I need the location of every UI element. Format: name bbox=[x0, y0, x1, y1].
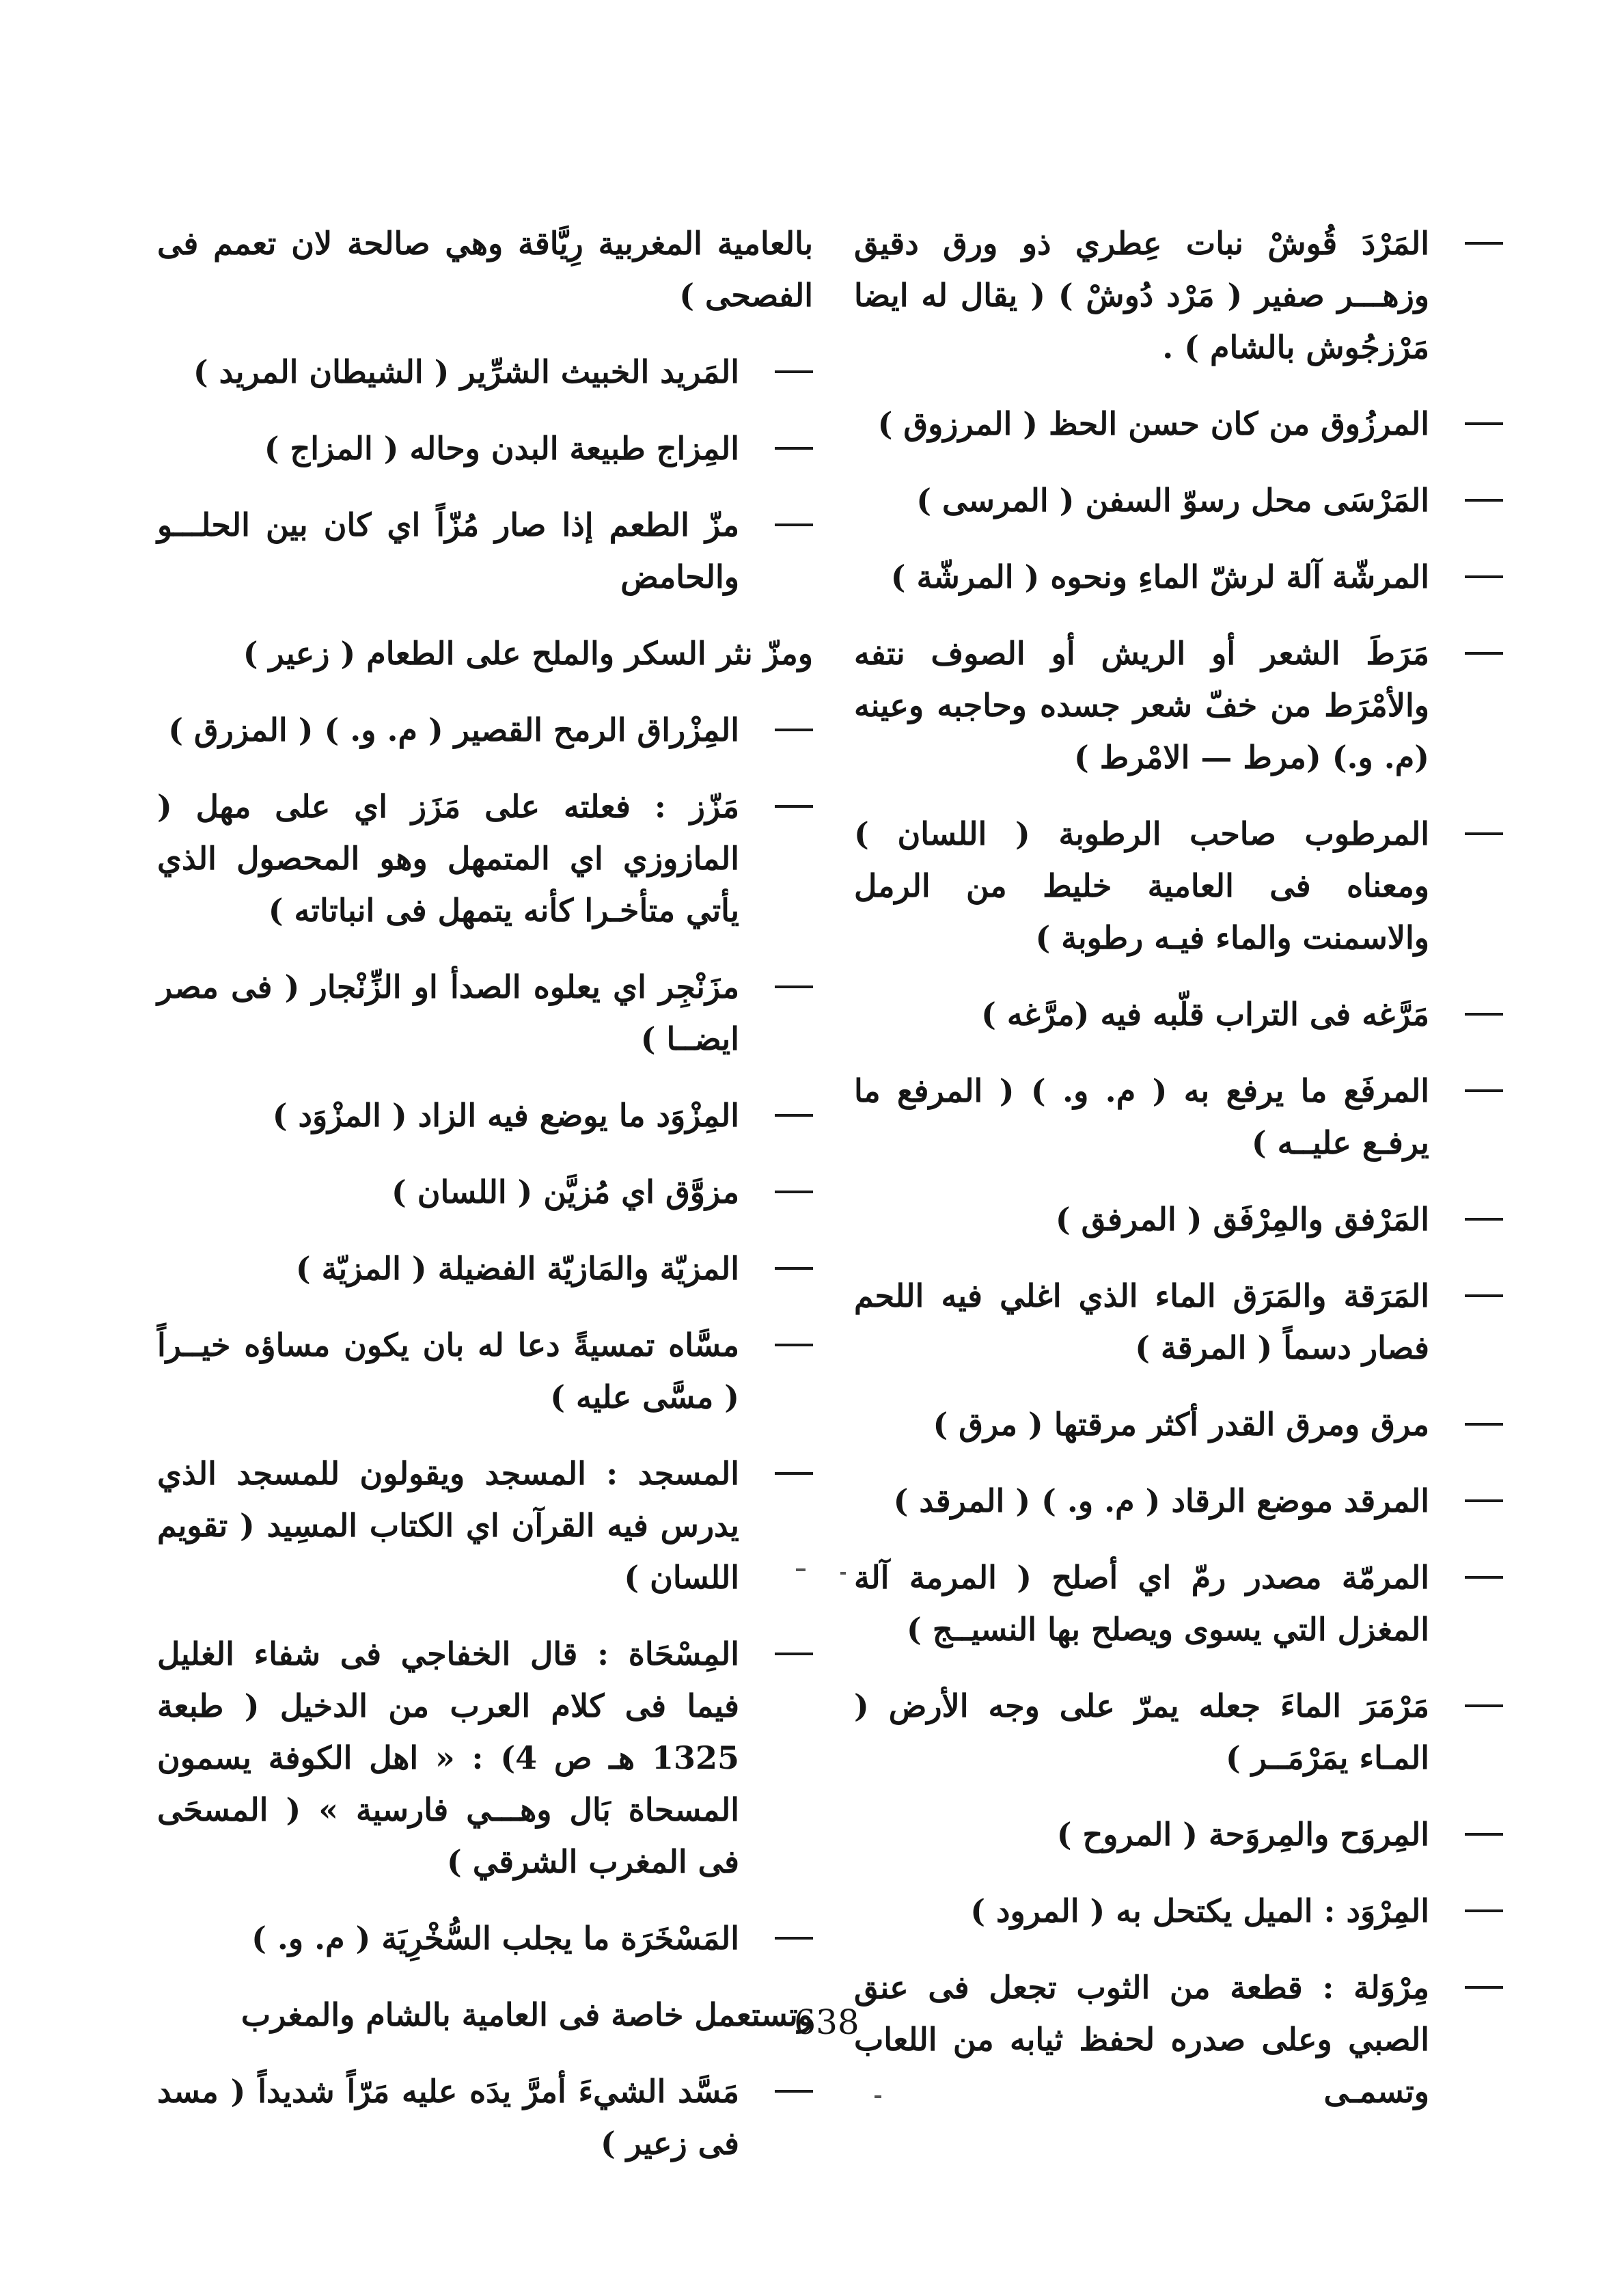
entry-dash bbox=[775, 1267, 813, 1270]
entry-dash bbox=[1465, 1986, 1503, 1989]
entry-dash bbox=[775, 805, 813, 808]
dictionary-entry bbox=[157, 1447, 813, 1603]
dictionary-entry bbox=[157, 1242, 813, 1294]
dictionary-entry bbox=[157, 780, 813, 936]
scan-speck bbox=[875, 2095, 881, 2098]
entry-text: المَرْفق والمِرْفَق ( المرفق ) bbox=[1055, 1201, 1429, 1238]
entry-dash bbox=[775, 370, 813, 373]
dictionary-entry bbox=[854, 1398, 1503, 1450]
entry-dash bbox=[775, 1344, 813, 1346]
dictionary-entry bbox=[854, 1065, 1503, 1169]
entry-text: المَرْدَ قُوشْ نبات عِطري ذو ورق دقيق وزهـــر صفير ( مَرْد دُوشْ ) ( يقال له ايضا مَرْزجُوش بالشام ) . bbox=[854, 225, 1429, 366]
entry-text: مَرَطَ الشعر أو الريش أو الصوف نتفه والأمْرَط من خفّ شعر جسده وحاجبه وعينه (م. و.) (مرط — الامْرط ) bbox=[854, 635, 1429, 776]
dictionary-entry bbox=[854, 551, 1503, 603]
entry-dash bbox=[775, 1114, 813, 1117]
entry-text: المِزاج طبيعة البدن وحاله ( المزاج ) bbox=[264, 430, 739, 467]
entry-dash bbox=[1465, 652, 1503, 655]
entry-text: المَريد الخبيث الشرِّير ( الشيطان المريد ) bbox=[193, 353, 739, 390]
dictionary-entry bbox=[157, 346, 813, 398]
entry-text: المسجد : المسجد ويقولون للمسجد الذي يدرس فيه القرآن اي الكتاب المسِيد ( تقويم اللسان ) bbox=[157, 1455, 739, 1596]
entry-text: المِروَح والمِروَحة ( المروح ) bbox=[1056, 1816, 1429, 1853]
dictionary-entry bbox=[854, 1885, 1503, 1937]
dictionary-entry bbox=[854, 1680, 1503, 1784]
left-column bbox=[157, 217, 813, 2194]
dictionary-entry bbox=[157, 422, 813, 474]
entry-text: مَزّز : فعلته على مَزَز اي على مهل ( المازوزي اي المتمهل وهو المحصول الذي يأتي متأخـرا كأنه يتمهل فى انباتاته ) bbox=[157, 788, 739, 929]
dictionary-entry bbox=[157, 1319, 813, 1423]
entry-dash bbox=[1465, 1089, 1503, 1092]
entry-text: مسَّاه تمسيةً دعا له بان يكون مساؤه خيــراً ( مسَّى عليه ) bbox=[157, 1327, 739, 1415]
dictionary-entry bbox=[157, 499, 813, 603]
dictionary-entry bbox=[854, 1475, 1503, 1527]
dictionary-entry bbox=[854, 1551, 1503, 1655]
entry-text: المِرْوَد : الميل يكتحل به ( المرود ) bbox=[970, 1892, 1429, 1929]
dictionary-entry bbox=[157, 1989, 813, 2041]
entry-text: المَسْخَرَة ما يجلب السُّخْرِيَة ( م. و. ) bbox=[251, 1920, 739, 1957]
entry-dash bbox=[775, 524, 813, 526]
entry-dash bbox=[1465, 1423, 1503, 1426]
entry-dash bbox=[1465, 1499, 1503, 1502]
entry-text: مزّ الطعم إذا صار مُزّاً اي كان بين الحلـــو والحامض bbox=[157, 506, 739, 595]
entry-text: مِرْوَلة : قطعة من الثوب تجعل فى عنق الصبي وعلى صدره لحفظ ثيابه من اللعاب وتسمـى bbox=[854, 1969, 1429, 2110]
dictionary-entry bbox=[157, 1089, 813, 1141]
entry-dash bbox=[1465, 1833, 1503, 1836]
dictionary-entry bbox=[157, 627, 813, 679]
dictionary-entry bbox=[157, 2065, 813, 2169]
entry-text: المَرَقة والمَرَق الماء الذي اغلي فيه اللحم فصار دسماً ( المرقة ) bbox=[854, 1277, 1429, 1366]
entry-dash bbox=[1465, 1013, 1503, 1016]
entry-text: وتستعمل خاصة فى العامية بالشام والمغرب bbox=[240, 1996, 813, 2033]
entry-text: مَسَّد الشيءَ أمرَّ يدَه عليه مَرّاً شديداً ( مسد فى زعير ) bbox=[157, 2073, 739, 2162]
entry-dash bbox=[775, 1191, 813, 1193]
entry-text: مزوَّق اي مُزيَّن ( اللسان ) bbox=[391, 1173, 739, 1210]
dictionary-entry bbox=[854, 217, 1503, 373]
entry-dash bbox=[775, 1472, 813, 1475]
page-number: 638 bbox=[794, 2002, 859, 2042]
entry-dash bbox=[1465, 832, 1503, 835]
entry-dash bbox=[1465, 242, 1503, 245]
entry-text: المرقد موضع الرقاد ( م. و. ) ( المرقد ) bbox=[893, 1482, 1429, 1519]
entry-text: المزيّة والمَازيّة الفضيلة ( المزيّة ) bbox=[295, 1250, 739, 1287]
entry-text: مرق ومرق القدر أكثر مرقتها ( مرق ) bbox=[933, 1406, 1429, 1443]
right-column bbox=[854, 217, 1503, 2142]
dictionary-entry bbox=[854, 398, 1503, 450]
entry-text: ومزّ نثر السكر والملح على الطعام ( زعير ) bbox=[243, 635, 813, 672]
entry-dash bbox=[1465, 1576, 1503, 1579]
entry-dash bbox=[1465, 1704, 1503, 1707]
entry-text: مَرَّغه فى التراب قلّبه فيه (مرَّغه ) bbox=[981, 996, 1429, 1033]
entry-text: مزَنْجِر اي يعلوه الصدأ او الزِّنْجار ( فى مصر ايضــا ) bbox=[157, 968, 739, 1057]
dictionary-entry bbox=[157, 1166, 813, 1218]
entry-dash bbox=[775, 1653, 813, 1655]
dictionary-entry bbox=[157, 961, 813, 1065]
dictionary-entry bbox=[157, 1912, 813, 1964]
entry-dash bbox=[1465, 499, 1503, 502]
entry-dash bbox=[1465, 575, 1503, 578]
entry-text: المرزُوق من كان حسن الحظ ( المرزوق ) bbox=[877, 405, 1429, 442]
entry-dash bbox=[775, 2090, 813, 2093]
dictionary-entry bbox=[854, 1808, 1503, 1860]
scan-speck bbox=[840, 1572, 846, 1575]
entry-dash bbox=[775, 1937, 813, 1940]
entry-text: المرمّة مصدر رمّ اي أصلح ( المرمة آلة المغزل التي يسوى ويصلح بها النسيــج ) bbox=[854, 1559, 1429, 1648]
entry-text: المرفَع ما يرفع به ( م. و. ) ( المرفع ما يرفـع عليــه ) bbox=[854, 1072, 1429, 1161]
entry-dash bbox=[775, 729, 813, 731]
entry-text: المَرْسَى محل رسوّ السفن ( المرسى ) bbox=[916, 482, 1429, 519]
entry-text: المِسْحَاة : قال الخفاجي فى شفاء الغليل فيما فى كلام العرب من الدخيل ( طبعة 1325 هـ ص 4) : « اهل الكوفة يسمون المسحاة بَال وهـــي فارسية » ( المسحَى فى المغرب الشرقي ) bbox=[157, 1635, 739, 1880]
entry-text: بالعامية المغربية رِيَّاقة وهي صالحة لان تعمم فى الفصحى ) bbox=[157, 225, 813, 314]
dictionary-entry bbox=[157, 1628, 813, 1888]
entry-dash bbox=[775, 985, 813, 988]
entry-dash bbox=[1465, 1294, 1503, 1297]
dictionary-entry bbox=[157, 217, 813, 321]
dictionary-entry bbox=[854, 1270, 1503, 1374]
entry-dash bbox=[1465, 422, 1503, 425]
dictionary-entry bbox=[854, 627, 1503, 783]
dictionary-entry bbox=[854, 808, 1503, 964]
scan-speck bbox=[796, 1568, 806, 1571]
entry-dash bbox=[1465, 1909, 1503, 1912]
entry-text: مَرْمَرَ الماءَ جعله يمرّ على وجه الأرض ( المـاء يمَرْمَــر ) bbox=[854, 1687, 1429, 1776]
entry-text: المرشّة آلة لرشّ الماءِ ونحوه ( المرشّة ) bbox=[890, 558, 1429, 595]
entry-dash bbox=[1465, 1218, 1503, 1221]
entry-text: المِزْراق الرمح القصير ( م. و. ) ( المزرق ) bbox=[168, 711, 739, 748]
entry-dash bbox=[775, 447, 813, 450]
dictionary-entry bbox=[854, 1961, 1503, 2117]
entry-text: المرطوب صاحب الرطوبة ( اللسان ) ومعناه فى العامية خليط من الرمل والاسمنت والماء فيـه رطوبة ) bbox=[854, 815, 1429, 956]
dictionary-entry bbox=[854, 988, 1503, 1040]
dictionary-entry bbox=[854, 1193, 1503, 1245]
entry-text: المِزْوَد ما يوضع فيه الزاد ( المزْوَد ) bbox=[272, 1097, 739, 1134]
dictionary-entry bbox=[854, 474, 1503, 526]
dictionary-entry bbox=[157, 704, 813, 756]
